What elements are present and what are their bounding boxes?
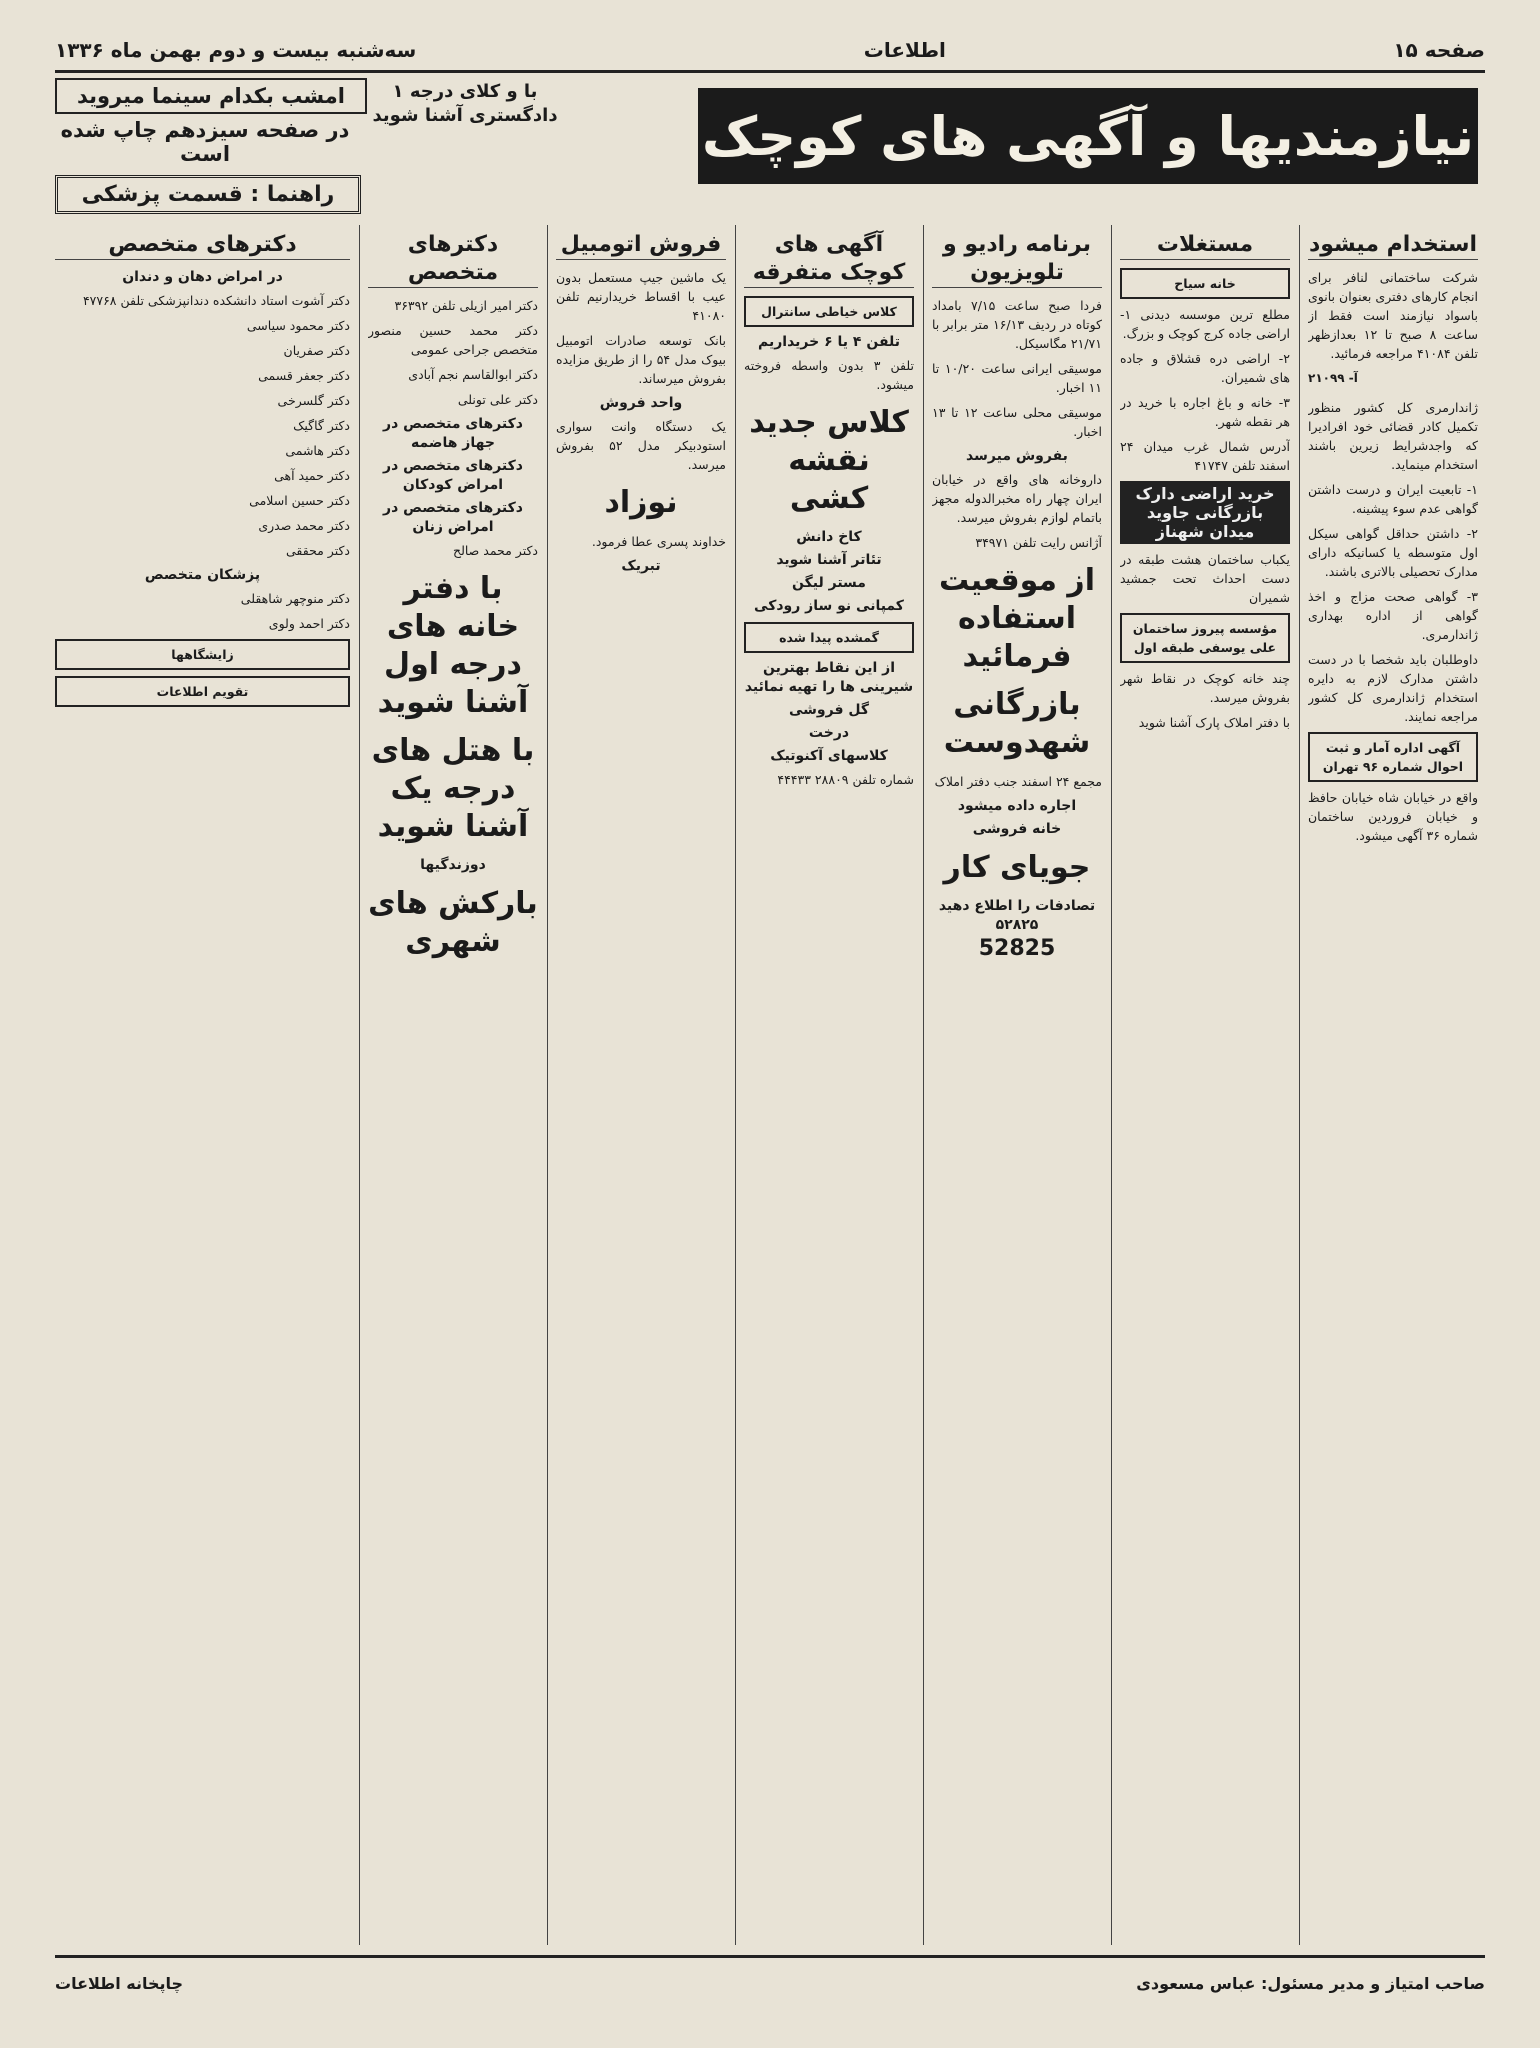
ad-heading: پزشکان متخصص bbox=[144, 567, 261, 583]
ad-heading: با هتل های درجه یک آشنا شوید bbox=[371, 733, 535, 844]
ad-text: ۱- تابعیت ایران و درست داشتن گواهی عدم سوء پیشینه. bbox=[1308, 482, 1478, 516]
ad-heading: دکترهای متخصص در جهاز هاضمه bbox=[383, 416, 523, 451]
column-title: برنامه رادیو و تلویزیون bbox=[932, 231, 1102, 288]
ad-heading: تصادفات را اطلاع دهید ۵۲۸۲۵ bbox=[938, 898, 1096, 933]
ad-heading: دکترهای متخصص در امراض کودکان bbox=[383, 458, 523, 493]
ad-text: واقع در خیابان شاه خیابان حافظ و خیابان فروردین ساختمان شماره ۳۶ آگهی میشود. bbox=[1308, 790, 1478, 843]
ad-heading: گمشده پیدا شده bbox=[744, 622, 914, 653]
lawyers-ad-line2: دادگستری آشنا شوید bbox=[372, 105, 558, 126]
ad-text: مطلع ترین موسسه دیدنی ۱- اراضی جاده کرج کوچک و بزرگ. bbox=[1120, 307, 1290, 341]
column-rule bbox=[547, 225, 548, 1945]
ad-text: دکتر محمد حسین منصور متخصص جراحی عمومی bbox=[368, 323, 538, 357]
ad-text: دکتر حسین اسلامی bbox=[249, 493, 350, 508]
ad-text: دکتر محمد صدری bbox=[258, 518, 350, 533]
column-rule bbox=[359, 225, 360, 1945]
ad-text: شرکت ساختمانی لنافر برای انجام کارهای دفتری بعنوان بانوی باسواد نیازمند است فقط از ساعت ۸ صبح تا ۱۲ بعدازظهر تلفن ۴۱۰۸۴ مراجعه فرمائید. bbox=[1308, 270, 1478, 361]
ad-text: یکباب ساختمان هشت طبقه در دست احداث تحت جمشید شمیران bbox=[1120, 552, 1290, 605]
column-rule bbox=[923, 225, 924, 1945]
ad-heading: مؤسسه پیروز ساختمان علی یوسفی طبقه اول bbox=[1120, 613, 1290, 663]
column-radio bbox=[932, 225, 1102, 1945]
ad-heading: تئاتر آشنا شوید bbox=[776, 552, 882, 568]
column-rule bbox=[735, 225, 736, 1945]
ad-heading: در امراض دهان و دندان bbox=[122, 269, 283, 285]
column-title: دکترهای متخصص bbox=[368, 231, 538, 288]
column-misc bbox=[744, 225, 914, 1945]
ad-text: ۲- اراضی دره قشلاق و جاده های شمیران. bbox=[1120, 351, 1290, 385]
cinema-notice-sub: در صفحه سیزدهم چاپ شده است bbox=[60, 118, 350, 166]
ad-heading: جویای کار bbox=[943, 850, 1091, 885]
ad-heading: دوزندگیها bbox=[420, 857, 486, 873]
ad-text: دکتر منوچهر شاهقلی bbox=[240, 591, 350, 606]
column-title: فروش اتومبیل bbox=[556, 231, 726, 260]
ad-text: داوطلبان باید شخصا با در دست داشتن مدارک لازم به دایره استخدام ژاندارمری کل کشور مراجعه نمایند. bbox=[1308, 652, 1478, 724]
ad-text: آژانس رایت تلفن ۳۴۹۷۱ bbox=[975, 535, 1102, 550]
ad-heading: با دفتر خانه های درجه اول آشنا شوید bbox=[377, 571, 529, 720]
ad-heading: از موقعیت استفاده فرمائید bbox=[939, 563, 1095, 674]
column-employment: استخدام میشود شرکت ساختمانی لنافر برای انجام کارهای دفتری بعنوان بانوی باسواد نیازمند است فقط از ساعت ۸ صبح تا ۱۲ بعدازظهر تلفن ۴۱۰۸۴ مراجعه فرمائید. آ- ۲۱۰۹۹ ژاندارمری کل کشور منظور تکمیل کادر قضائی خود افرادیرا که واجدشرایط زیرین باشند استخدام مینماید. ۱- تابعیت ایران و درست داشتن گواهی عدم سوء پیشینه. ۲- داشتن حداقل گواهی سیکل اول متوسطه یا کسانیکه دارای مدارک تحصیلی بالاتری باشند. ۳- گواهی صحت مزاج و اخذ گواهی از اداره بهداری ژاندارمری. داوطلبان باید شخصا با در دست داشتن مدارک لازم به دایره استخدام ژاندارمری کل کشور مراجعه نمایند. آگهی اداره آمار و ثبت احوال شماره ۹۶ تهران واقع در خیابان شاه خیابان حافظ و خیابان فروردین ساختمان شماره ۳۶ آگهی میشود. bbox=[1308, 232, 1478, 843]
ad-text: تلفن ۳ بدون واسطه فروخته میشود. bbox=[744, 358, 914, 392]
ad-text: دکتر حمید آهی bbox=[274, 468, 350, 483]
ad-heading: زایشگاهها bbox=[55, 639, 350, 670]
ad-text: دکتر آشوت استاد دانشکده دندانپزشکی تلفن ۴۷۷۶۸ bbox=[82, 293, 350, 308]
ad-heading: بفروش میرسد bbox=[966, 448, 1068, 464]
ad-text: چند خانه کوچک در نقاط شهر بفروش میرسد. bbox=[1120, 671, 1290, 705]
footer-publisher: صاحب امتیاز و مدیر مسئول: عباس مسعودی bbox=[1136, 1973, 1485, 1993]
ad-text: دکتر محققی bbox=[286, 543, 350, 558]
ad-heading: تقویم اطلاعات bbox=[55, 676, 350, 707]
ad-text: فردا صبح ساعت ۷/۱۵ بامداد کوتاه در ردیف ۱۶/۱۳ متر برابر با ۲۱/۷۱ مگاسیکل. bbox=[932, 298, 1102, 351]
ad-text: ژاندارمری کل کشور منظور تکمیل کادر قضائی خود افرادیرا که واجدشرایط زیرین باشند استخدام مینماید. bbox=[1308, 400, 1478, 472]
ad-heading: آگهی اداره آمار و ثبت احوال شماره ۹۶ تهران bbox=[1308, 732, 1478, 782]
page-header bbox=[55, 30, 1485, 73]
ad-text: خداوند پسری عطا فرمود. bbox=[591, 534, 726, 549]
ad-text: دکتر ابوالقاسم نجم آبادی bbox=[408, 367, 538, 382]
ad-heading: خانه سیاح bbox=[1120, 268, 1290, 299]
ad-heading: مستر لیگن bbox=[792, 575, 866, 591]
ad-text: دکتر گاگیک bbox=[293, 418, 350, 433]
ad-heading: از این نقاط بهترین شیرینی ها را تهیه نمائید bbox=[744, 660, 914, 695]
ad-text: دکتر گلسرخی bbox=[277, 393, 350, 408]
column-rule bbox=[1111, 225, 1112, 1945]
ad-heading: بازرگانی شهدوست bbox=[943, 687, 1091, 760]
ad-text: دکتر احمد ولوی bbox=[268, 616, 350, 631]
footer-printer: چاپخانه اطلاعات bbox=[55, 1973, 184, 1993]
ad-text: با دفتر املاک پارک آشنا شوید bbox=[1138, 715, 1290, 730]
ad-heading: کلاس خیاطی سانترال bbox=[744, 296, 914, 327]
column-title: دکترهای متخصص bbox=[55, 231, 350, 260]
ad-heading: اجاره داده میشود bbox=[957, 798, 1077, 814]
ad-heading: درخت bbox=[808, 725, 850, 741]
column-title: مستغلات bbox=[1120, 231, 1290, 260]
ad-text: دکتر علی تونلی bbox=[457, 392, 538, 407]
ad-heading: نوزاد bbox=[604, 485, 678, 520]
page-number: صفحه ۱۵ bbox=[1393, 38, 1485, 62]
medical-guide-title: راهنما : قسمت پزشکی bbox=[55, 175, 361, 214]
issue-date: سه‌شنبه بیست و دوم بهمن ماه ۱۳۳۶ bbox=[55, 38, 417, 62]
ad-text: موسیقی ایرانی ساعت ۱۰/۲۰ تا ۱۱ اخبار. bbox=[932, 361, 1102, 395]
ad-text: دکتر جعفر قسمی bbox=[258, 368, 350, 383]
ad-heading: واحد فروش bbox=[599, 395, 683, 411]
page-footer bbox=[55, 1955, 1485, 2008]
ad-text: دکتر هاشمی bbox=[285, 443, 350, 458]
ad-heading: کلاس جدید نقشه کشی bbox=[749, 405, 909, 516]
ad-text: دکتر محمود سیاسی bbox=[246, 318, 350, 333]
ad-heading: کمپانی نو ساز رودکی bbox=[754, 598, 904, 614]
paper-name: اطلاعات bbox=[863, 38, 946, 62]
ad-text: دکتر محمد صالح bbox=[453, 543, 538, 558]
ad-heading: گل فروشی bbox=[788, 702, 870, 718]
column-title: آگهی های کوچک متفرقه bbox=[744, 231, 914, 288]
ad-text: شماره تلفن ۲۸۸۰۹ ۴۴۴۳۳ bbox=[777, 772, 914, 787]
ad-text: یک دستگاه وانت سواری استودبیکر مدل ۵۲ بفروش میرسد. bbox=[556, 419, 726, 472]
ad-text: موسیقی محلی ساعت ۱۲ تا ۱۳ اخبار. bbox=[932, 405, 1102, 439]
column-cars bbox=[556, 225, 726, 1945]
column-doctors-a bbox=[368, 225, 538, 1945]
ad-heading: خانه فروشی bbox=[972, 821, 1062, 837]
ad-text: مجمع ۲۴ اسفند جنب دفتر املاک bbox=[934, 774, 1102, 789]
lawyers-ad-line1: با و کلای درجه ۱ bbox=[392, 81, 538, 102]
ad-heading: تبریک bbox=[621, 558, 661, 574]
column-title: استخدام میشود bbox=[1308, 231, 1478, 260]
ad-text: ۳- گواهی صحت مزاج و اخذ گواهی از اداره بهداری ژاندارمری. bbox=[1308, 589, 1478, 642]
ad-heading: خرید اراضی دارک بازرگانی جاوید میدان شهناز bbox=[1120, 481, 1290, 544]
column-real-estate bbox=[1120, 225, 1290, 1945]
ad-text: دکتر صفریان bbox=[283, 343, 350, 358]
ad-heading: کلاسهای آکنوتیک bbox=[770, 748, 888, 764]
ad-heading: دکترهای متخصص در امراض زنان bbox=[383, 500, 523, 535]
ad-heading: کاخ دانش bbox=[796, 529, 862, 545]
column-doctors-b bbox=[55, 225, 350, 1945]
column-rule bbox=[1299, 225, 1300, 1945]
ad-text: آدرس شمال غرب میدان ۲۴ اسفند تلفن ۴۱۷۴۷ bbox=[1120, 439, 1290, 473]
ad-text: یک ماشین جیپ مستعمل بدون عیب با اقساط خریدارنیم تلفن ۴۱۰۸۰ bbox=[556, 270, 726, 323]
ad-text: ۳- خانه و باغ اجاره با خرید در هر نقطه شهر. bbox=[1120, 395, 1290, 429]
big-phone-number: 52825 bbox=[978, 936, 1056, 961]
lawyers-ad bbox=[370, 80, 560, 128]
ad-text: دکتر امیر ازیلی تلفن ۳۶۳۹۲ bbox=[394, 298, 538, 313]
ad-text: داروخانه های واقع در خیابان ایران چهار راه مخبرالدوله مجهز باتمام لوازم بفروش میرسد. bbox=[932, 472, 1102, 525]
ad-text: ۲- داشتن حداقل گواهی سیکل اول متوسطه یا کسانیکه دارای مدارک تحصیلی بالاتری باشند. bbox=[1308, 526, 1478, 579]
ad-text: بانک توسعه صادرات اتومبیل بیوک مدل ۵۴ را از طریق مزایده بفروش میرساند. bbox=[556, 333, 726, 386]
ad-heading: تلفن ۴ یا ۶ خریداریم bbox=[757, 334, 900, 350]
ad-heading: بارکش های شهری bbox=[368, 886, 538, 959]
cinema-notice: امشب بکدام سینما میروید bbox=[55, 78, 367, 114]
classifieds-banner: نیازمندیها و آگهی های کوچک bbox=[698, 88, 1478, 184]
